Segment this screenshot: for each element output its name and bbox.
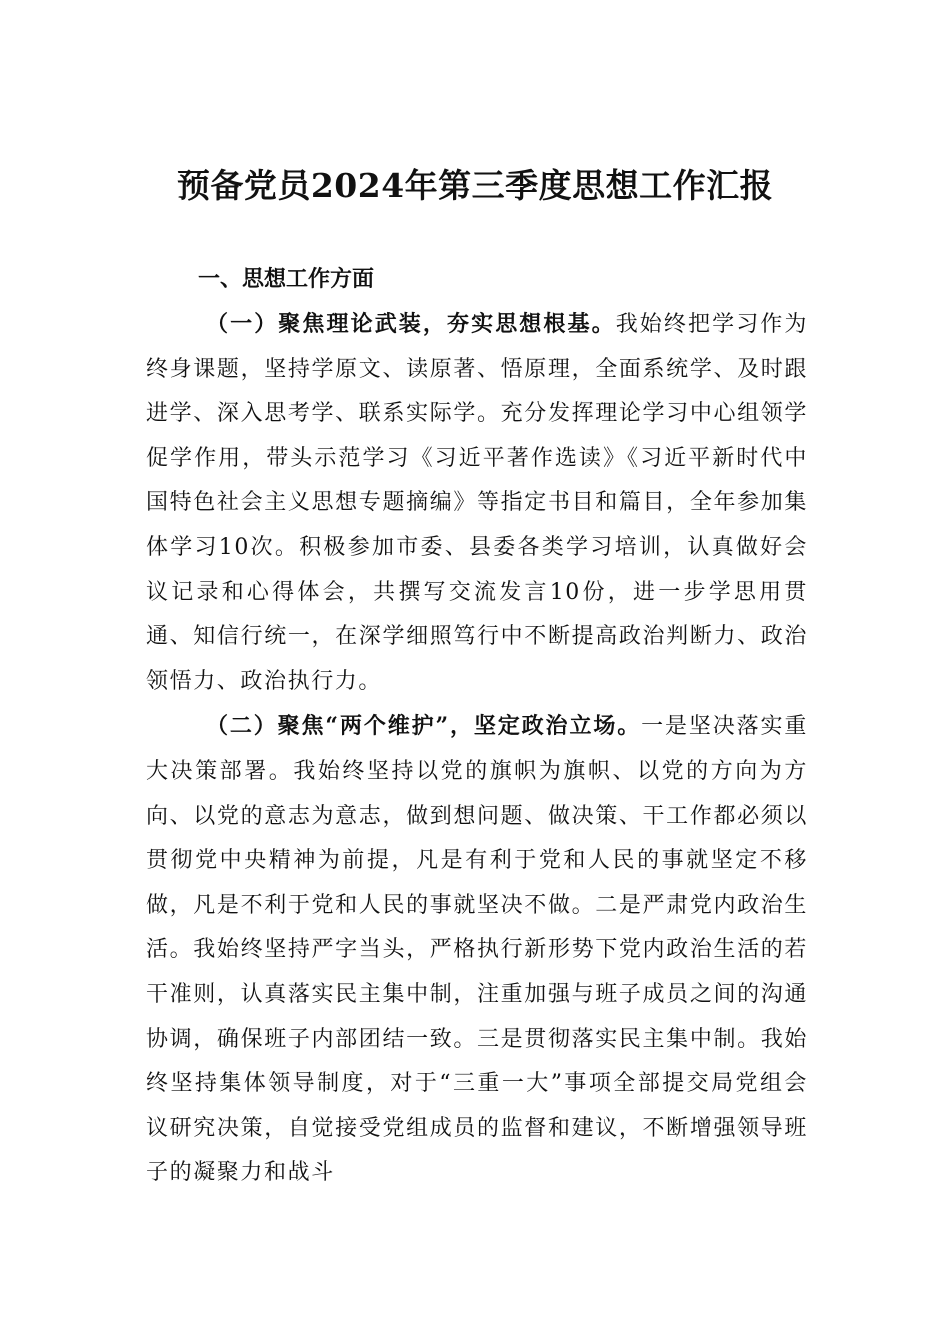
section-heading: 一、思想工作方面	[198, 267, 375, 292]
paragraph-lead: （一）聚焦理论武装，夯实思想根基。	[206, 311, 616, 337]
paragraph-theory-study	[146, 302, 808, 704]
document-body	[146, 258, 808, 1196]
paragraph-political-stance	[146, 704, 808, 1196]
paragraph-lead: （二）聚焦“两个维护”，坚定政治立场。	[206, 713, 642, 740]
paragraph-text: 一是坚决落实重大决策部署。我始终坚持以党的旗帜为旗帜、以党的方向为方向、以党的意志为意志，做到想问题、做决策、干工作都必须以贯彻党中央精神为前提，凡是有利于党和人民的事就坚定不移做，凡是不利于党和人民的事就坚决不做。二是严肃党内政治生活。我始终坚持严字当头，严格执行新形势下党内政治生活的若干准则，认真落实民主集中制，注重加强与班子成员之间的沟通协调，确保班子内部团结一致。三是贯彻落实民主集中制。我始终坚持集体领导制度，对于“三重一大”事项全部提交局党组会议研究决策，自觉接受党组成员的监督和建议，不断增强领导班子的凝聚力和战斗	[146, 714, 808, 1186]
paragraph-text: 我始终把学习作为终身课题，坚持学原文、读原著、悟原理，全面系统学、及时跟进学、深入思考学、联系实际学。充分发挥理论学习中心组领学促学作用，带头示范学习《习近平著作选读》《习近平新时代中国特色社会主义思想专题摘编》等指定书目和篇目，全年参加集体学习10次。积极参加市委、县委各类学习培训，认真做好会议记录和心得体会，共撰写交流发言10份，进一步学思用贯通、知信行统一，在深学细照笃行中不断提高政治判断力、政治领悟力、政治执行力。	[146, 312, 808, 694]
document-title: 预备党员2024年第三季度思想工作汇报	[176, 166, 774, 205]
